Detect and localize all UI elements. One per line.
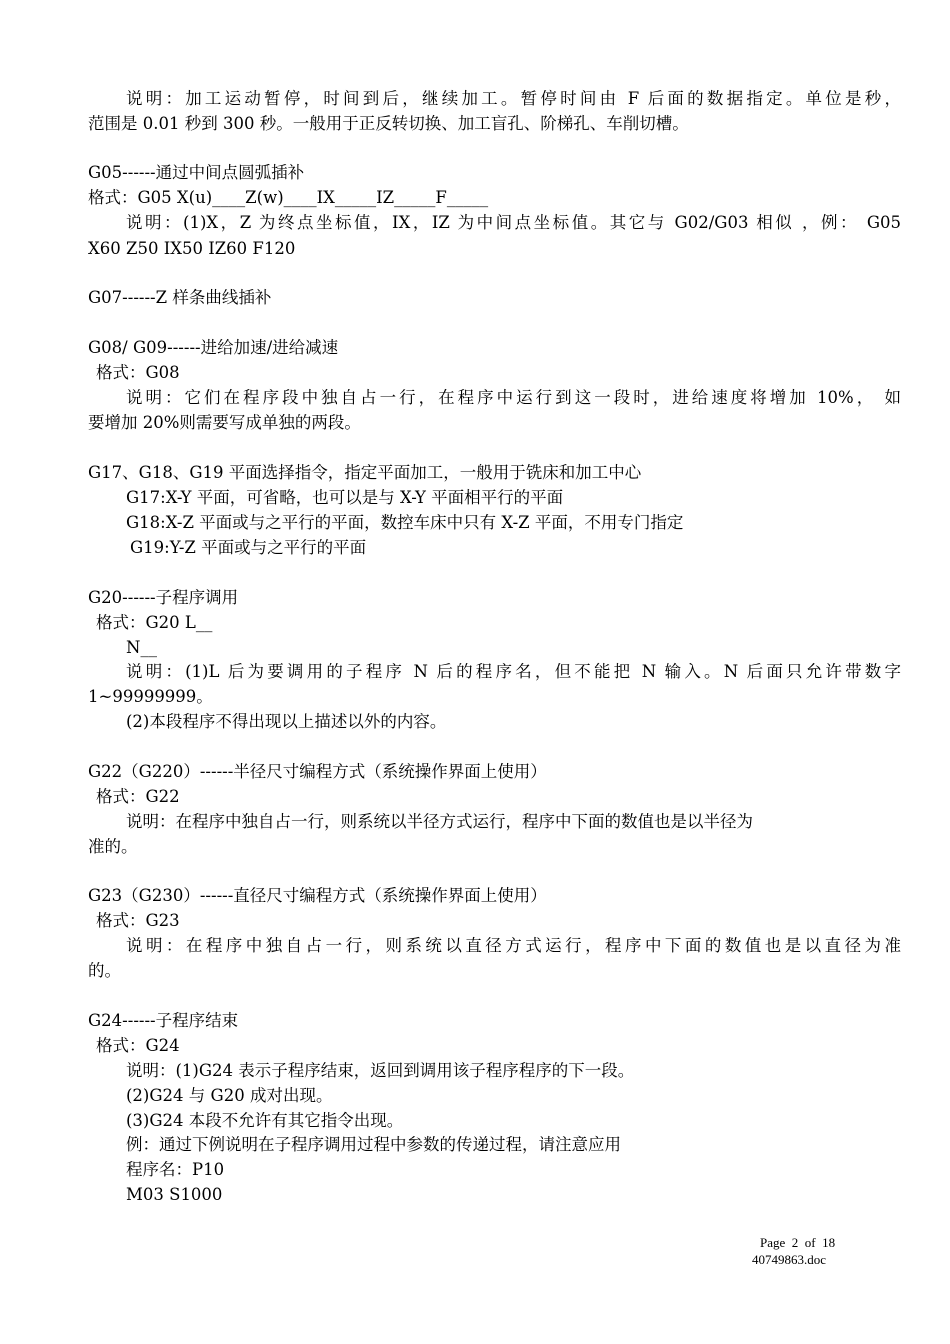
text-line: 说明：(1)G24 表示子程序结束，返回到调用该子程序程序的下一段。 xyxy=(126,1061,635,1080)
text-line: G17:X-Y 平面，可省略，也可以是与 X-Y 平面相平行的平面 xyxy=(126,488,564,507)
text-line: 格式：G23 xyxy=(96,911,180,930)
text-line: (2)G24 与 G20 成对出现。 xyxy=(126,1086,333,1105)
text-line: 程序名：P10 xyxy=(126,1160,225,1179)
text-line: G19:Y-Z 平面或与之平行的平面 xyxy=(130,538,367,557)
text-line: 格式：G08 xyxy=(96,363,180,382)
text-line: X60 Z50 IX50 IZ60 F120 xyxy=(88,239,296,258)
text-line: 格式：G20 L__ xyxy=(96,613,213,632)
section-heading-g20: G20------子程序调用 xyxy=(88,588,239,607)
text-line: 说明：在程序中独自占一行，则系统以半径方式运行，程序中下面的数值也是以半径为 xyxy=(126,812,753,831)
page-number: Page 2 of 18 xyxy=(760,1235,836,1250)
text-line: (2)本段程序不得出现以上描述以外的内容。 xyxy=(126,712,447,731)
file-name: 40749863.doc xyxy=(752,1252,827,1267)
text-line: 说明：加工运动暂停，时间到后，继续加工。暂停时间由 F 后面的数据指定。单位是秒， xyxy=(126,89,901,108)
text-line: N__ xyxy=(126,638,157,657)
section-heading-g24: G24------子程序结束 xyxy=(88,1011,239,1030)
section-heading-g22: G22（G220）------半径尺寸编程方式（系统操作界面上使用） xyxy=(88,762,547,781)
section-heading-g07: G07------Z 样条曲线插补 xyxy=(88,288,272,307)
text-line: 说明：(1)L 后为要调用的子程序 N 后的程序名，但不能把 N 输入。N 后面只允许带数字 xyxy=(126,662,901,681)
text-line: 准的。 xyxy=(88,837,138,856)
text-line: (3)G24 本段不允许有其它指令出现。 xyxy=(126,1111,404,1130)
text-line: 格式：G22 xyxy=(96,787,180,806)
text-line: 格式：G05 X(u)____Z(w)____IX_____IZ_____F_____ xyxy=(88,188,489,207)
section-heading-g17-g19: G17、G18、G19 平面选择指令，指定平面加工，一般用于铣床和加工中心 xyxy=(88,463,642,482)
text-line: 说明：(1)X，Z 为终点坐标值，IX，IZ 为中间点坐标值。其它与 G02/G03 相似 ，例： G05 xyxy=(126,213,901,232)
text-line: 说明：它们在程序段中独自占一行，在程序中运行到这一段时，进给速度将增加 10%， 如 xyxy=(126,388,901,407)
text-line: 说明：在程序中独自占一行，则系统以直径方式运行，程序中下面的数值也是以直径为准 xyxy=(126,936,901,955)
text-line: 范围是 0.01 秒到 300 秒。一般用于正反转切换、加工盲孔、阶梯孔、车削切槽。 xyxy=(88,114,689,133)
text-line: M03 S1000 xyxy=(126,1185,223,1204)
section-heading-g08-g09: G08/ G09------进给加速/进给减速 xyxy=(88,338,339,357)
section-heading-g05: G05------通过中间点圆弧插补 xyxy=(88,163,305,182)
text-line: G18:X-Z 平面或与之平行的平面，数控车床中只有 X-Z 平面，不用专门指定 xyxy=(126,513,684,532)
text-line: 要增加 20%则需要写成单独的两段。 xyxy=(88,413,361,432)
text-line: 的。 xyxy=(88,961,121,980)
text-line: 1~99999999。 xyxy=(88,687,213,706)
section-heading-g23: G23（G230）------直径尺寸编程方式（系统操作界面上使用） xyxy=(88,886,547,905)
text-line: 格式：G24 xyxy=(96,1036,180,1055)
text-line: 例：通过下例说明在子程序调用过程中参数的传递过程，请注意应用 xyxy=(126,1135,621,1154)
